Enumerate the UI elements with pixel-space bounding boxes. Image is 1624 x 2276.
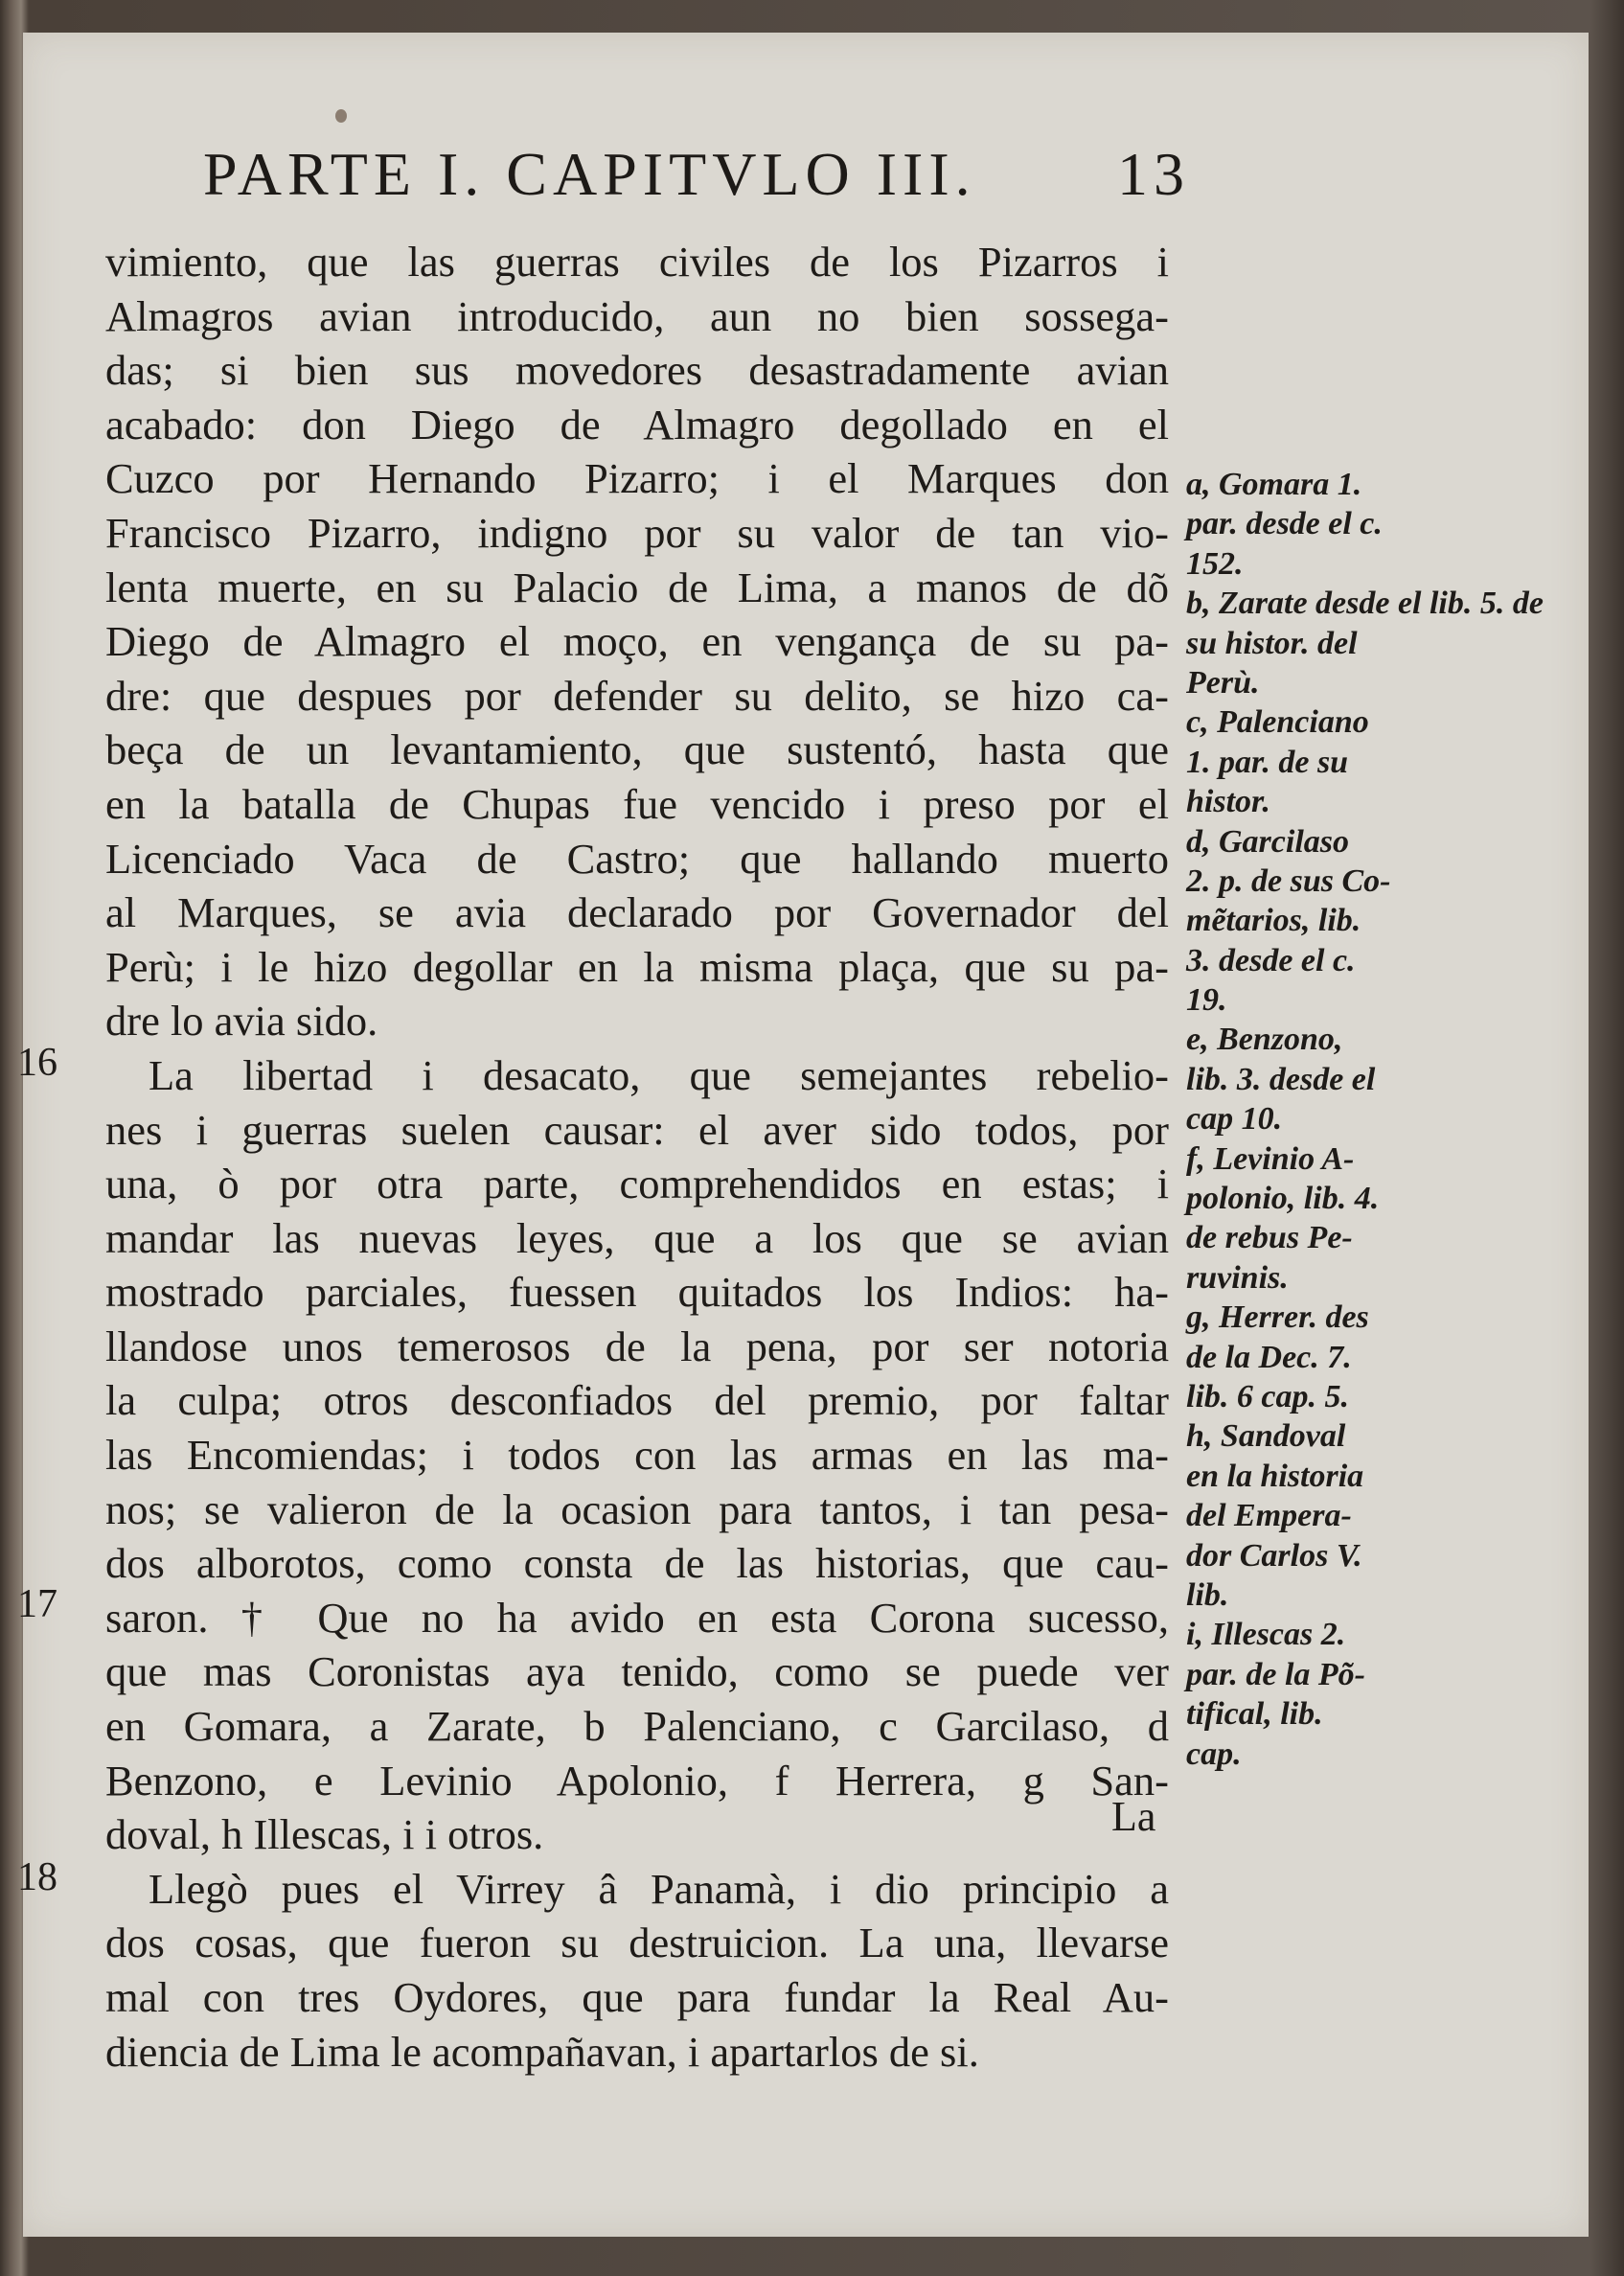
text-line: beça de un levantamiento, que sustentó, hasta que [105,725,1169,774]
text-line: Francisco Pizarro, indigno por su valor de tan vio- [105,508,1169,557]
text-line: saron. † Que no ha avido en esta Corona sucesso, [105,1593,1169,1642]
text-line: llandose unos temerosos de la pena, por ser notoria [105,1322,1169,1370]
side-note-line: Perù. [1186,664,1260,701]
text-line: lenta muerte, en su Palacio de Lima, a manos de dõ [105,563,1169,611]
side-note-line: de rebus Pe- [1186,1220,1353,1256]
side-note-line: e, Benzono, [1186,1022,1343,1058]
text-line: nos; se valieron de la ocasion para tantos, i tan pesa- [105,1484,1169,1533]
paragraph-number-17: 17 [17,1582,57,1626]
side-note-line: lib. 6 cap. 5. [1186,1378,1349,1414]
side-notes [1186,465,1544,1774]
text-line: al Marques, se avia declarado por Governador del [105,888,1169,937]
body-text [105,235,1169,2079]
side-note-line: h, Sandoval [1186,1418,1346,1455]
paragraph-number-16: 16 [17,1041,57,1085]
text-line: dre lo avia sido. [105,997,378,1046]
text-line: Benzono, e Levinio Apolonio, f Herrera, g San- [105,1756,1169,1805]
side-note-line: lib. [1186,1576,1229,1613]
side-note-line: d, Garcilaso [1186,823,1349,860]
paragraph-number-18: 18 [17,1855,57,1899]
text-line: mandar las nuevas leyes, que a los que se avian [105,1213,1169,1262]
text-line: que mas Coronistas aya tenido, como se puede ver [105,1647,1169,1696]
running-head-title: PARTE I. CAPITVLO III. [203,140,976,208]
ink-spot [335,109,347,123]
text-line: Perù; i le hizo degollar en la misma plaça, que su pa- [105,942,1169,991]
side-note-line: mẽtarios, lib. [1186,903,1361,939]
running-head [203,139,1190,206]
text-line: Cuzco por Hernando Pizarro; i el Marques don [105,454,1169,503]
text-line: la culpa; otros desconfiados del premio, por faltar [105,1376,1169,1425]
side-note-line: de la Dec. 7. [1186,1339,1352,1375]
text-line: La libertad i desacato, que semejantes rebelio- [149,1050,1169,1099]
catchword: La [1111,1793,1156,1840]
text-line: Diego de Almagro el moço, en vengança de su pa- [105,617,1169,666]
text-line: nes i guerras suelen causar: el aver sido todos, por [105,1105,1169,1154]
side-note-line: lib. 3. desde el [1186,1061,1376,1097]
text-line: en Gomara, a Zarate, b Palenciano, c Garcilaso, d [105,1702,1169,1751]
text-line: Almagros avian introducido, aun no bien sossega- [105,291,1169,340]
side-note-line: del Empera- [1186,1498,1352,1534]
text-line: mostrado parciales, fuessen quitados los Indios: ha- [105,1268,1169,1317]
side-note-line: cap. [1186,1736,1242,1772]
side-note-line: tifical, lib. [1186,1696,1323,1733]
side-note-line: en la historia [1186,1458,1364,1494]
text-line: doval, h Illescas, i i otros. [105,1810,544,1859]
side-note-line: f, Levinio A- [1186,1140,1355,1177]
side-note-line: i, Illescas 2. [1186,1617,1346,1653]
side-note-line: 3. desde el c. [1186,942,1356,978]
side-note-line: par. desde el c. [1186,506,1383,542]
text-line: Licenciado Vaca de Castro; que hallando muerto [105,834,1169,883]
text-line: las Encomiendas; i todos con las armas en las ma- [105,1431,1169,1480]
text-line: vimiento, que las guerras civiles de los Pizarros i [105,238,1169,286]
text-line: diencia de Lima le acompañavan, i apartarlos de si. [105,2027,979,2076]
side-note-line: 19. [1186,982,1227,1019]
side-note-line: a, Gomara 1. [1186,467,1362,502]
text-line: dos cosas, que fueron su destruicion. La una, llevarse [105,1919,1169,1967]
side-note-line: c, Palenciano [1186,704,1369,741]
side-note-line: 2. p. de sus Co- [1186,862,1391,899]
text-line: acabado: don Diego de Almagro degollado en el [105,400,1169,448]
side-note-line: g, Herrer. des [1186,1299,1369,1336]
text-line: en la batalla de Chupas fue vencido i preso por el [105,779,1169,828]
side-note-line: 1. par. de su [1186,744,1349,780]
side-note-line: cap 10. [1186,1101,1283,1138]
text-line: dos alborotos, como consta de las historias, que cau- [105,1539,1169,1588]
side-note-line: 152. [1186,545,1244,582]
side-note-line: b, Zarate desde el lib. 5. de [1186,586,1544,622]
side-note-line: ruvinis. [1186,1259,1289,1296]
text-line: Llegò pues el Virrey â Panamà, i dio principio a [149,1864,1169,1913]
text-line: dre: que despues por defender su delito, se hizo ca- [105,671,1169,720]
side-note-line: dor Carlos V. [1186,1537,1362,1574]
text-line: una, ò por otra parte, comprehendidos en estas; i [105,1160,1169,1208]
text-line: das; si bien sus movedores desastradamente avian [105,346,1169,395]
side-note-line: polonio, lib. 4. [1186,1181,1380,1217]
page-number: 13 [1117,140,1190,208]
side-note-line: par. de la Põ- [1186,1656,1365,1692]
side-note-line: su histor. del [1186,625,1358,661]
side-note-line: histor. [1186,784,1270,820]
text-line: mal con tres Oydores, que para fundar la Real Au- [105,1973,1169,2021]
